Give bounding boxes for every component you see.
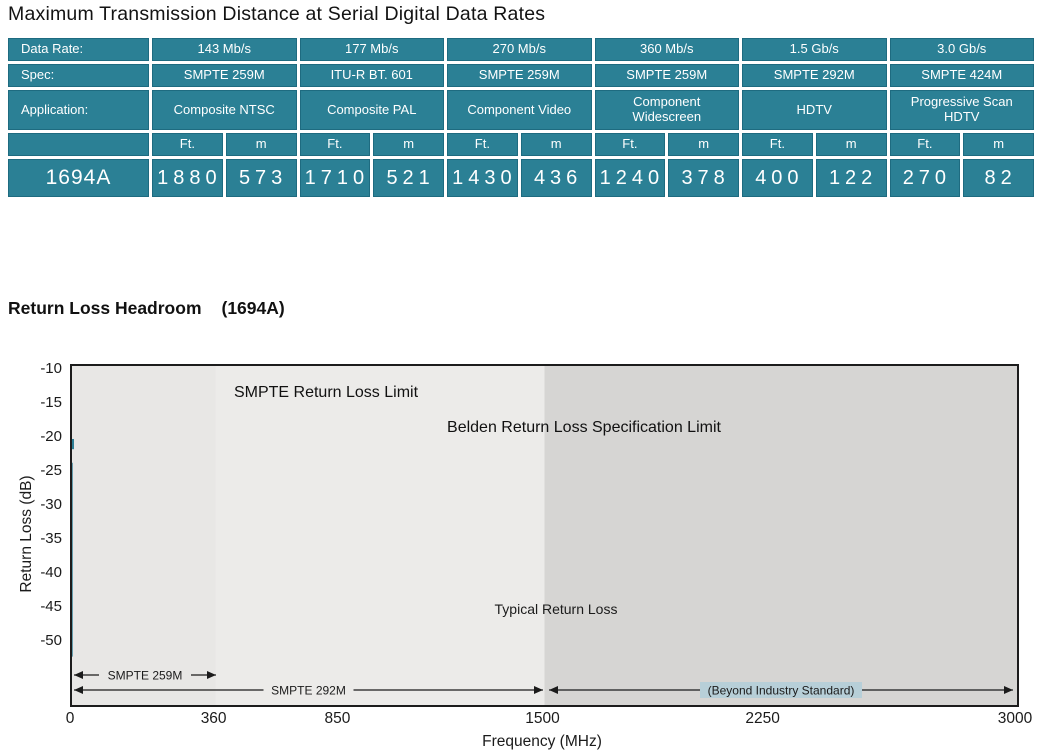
y-tick-label--50: -50: [40, 632, 62, 650]
cell-value-ft-0: 1880: [152, 159, 223, 197]
cell-application-1: Composite PAL: [300, 90, 445, 130]
cell-unit-ft-1: Ft.: [300, 133, 371, 156]
x-tick-label-2250: 2250: [745, 710, 780, 727]
plot-svg: [72, 366, 1017, 705]
cell-value-m-0: 573: [226, 159, 297, 197]
cell-data-rate-4: 1.5 Gb/s: [742, 38, 887, 61]
cell-unit-m-2: m: [521, 133, 592, 156]
cell-spec-4: SMPTE 292M: [742, 64, 887, 87]
cell-unit-ft-5: Ft.: [890, 133, 961, 156]
y-tick-label--30: -30: [40, 496, 62, 514]
cell-value-m-2: 436: [521, 159, 592, 197]
page-title: Maximum Transmission Distance at Serial Digital Data Rates: [8, 3, 546, 25]
range-arrow-label-2: (Beyond Industry Standard): [707, 683, 855, 698]
y-tick-label--25: -25: [40, 462, 62, 480]
cell-row-label-data-rate: Data Rate:: [8, 38, 149, 61]
y-axis-title: Return Loss (dB): [18, 475, 35, 593]
cell-spec-5: SMPTE 424M: [890, 64, 1035, 87]
y-tick-label--20: -20: [40, 428, 62, 446]
cell-data-rate-2: 270 Mb/s: [447, 38, 592, 61]
x-tick-label-850: 850: [324, 710, 351, 727]
cell-value-ft-2: 1430: [447, 159, 518, 197]
cell-unit-m-3: m: [668, 133, 739, 156]
cell-application-4: HDTV: [742, 90, 887, 130]
cell-product-name: 1694A: [8, 159, 149, 197]
x-axis-title: Frequency (MHz): [482, 733, 602, 750]
cell-unit-m-0: m: [226, 133, 297, 156]
x-tick-label-360: 360: [200, 710, 227, 727]
cell-unit-ft-2: Ft.: [447, 133, 518, 156]
cell-row-label-application: Application:: [8, 90, 149, 130]
cell-unit-m-1: m: [373, 133, 444, 156]
y-tick-label--35: -35: [40, 530, 62, 548]
return-loss-chart: [0, 322, 1043, 756]
y-tick-label--10: -10: [40, 360, 62, 378]
cell-row-label-spec: Spec:: [8, 64, 149, 87]
cell-spec-2: SMPTE 259M: [447, 64, 592, 87]
cell-unit-m-4: m: [816, 133, 887, 156]
range-arrow-label-1: SMPTE 292M: [271, 683, 346, 698]
cell-spec-3: SMPTE 259M: [595, 64, 740, 87]
x-tick-label-0: 0: [65, 710, 75, 727]
cell-application-3: Component Widescreen: [595, 90, 740, 130]
cell-application-2: Component Video: [447, 90, 592, 130]
limit-label-1: Belden Return Loss Specification Limit: [447, 419, 721, 436]
y-tick-label--15: -15: [40, 394, 62, 412]
typical-return-loss-label: Typical Return Loss: [494, 601, 618, 617]
chart-section-heading: [8, 298, 285, 319]
cell-units-spacer: [8, 133, 149, 156]
cell-value-m-5: 82: [963, 159, 1034, 197]
x-tick-label-3000: 3000: [997, 710, 1033, 727]
cell-spec-0: SMPTE 259M: [152, 64, 297, 87]
cell-unit-m-5: m: [963, 133, 1034, 156]
cell-value-m-4: 122: [816, 159, 887, 197]
cell-value-m-3: 378: [668, 159, 739, 197]
cell-data-rate-5: 3.0 Gb/s: [890, 38, 1035, 61]
cell-application-0: Composite NTSC: [152, 90, 297, 130]
y-tick-label--45: -45: [40, 598, 62, 616]
cell-data-rate-0: 143 Mb/s: [152, 38, 297, 61]
cell-value-ft-5: 270: [890, 159, 961, 197]
cell-unit-ft-4: Ft.: [742, 133, 813, 156]
cell-data-rate-3: 360 Mb/s: [595, 38, 740, 61]
cell-data-rate-1: 177 Mb/s: [300, 38, 445, 61]
cell-application-5: Progressive Scan HDTV: [890, 90, 1035, 130]
limit-label-0: SMPTE Return Loss Limit: [233, 384, 419, 401]
cell-value-m-1: 521: [373, 159, 444, 197]
cell-unit-ft-0: Ft.: [152, 133, 223, 156]
x-tick-label-1500: 1500: [525, 710, 560, 727]
y-tick-label--40: -40: [40, 564, 62, 582]
cell-spec-1: ITU-R BT. 601: [300, 64, 445, 87]
range-arrow-label-0: SMPTE 259M: [107, 668, 183, 683]
smpte-259m-band: [72, 366, 216, 705]
chart-section-heading-part: (1694A): [221, 298, 285, 318]
cell-value-ft-1: 1710: [300, 159, 371, 197]
cell-unit-ft-3: Ft.: [595, 133, 666, 156]
cell-value-ft-3: 1240: [595, 159, 666, 197]
plot-area: [70, 364, 1019, 707]
cell-value-ft-4: 400: [742, 159, 813, 197]
transmission-table: [8, 38, 1034, 197]
smpte-292m-band: [216, 366, 545, 705]
chart-section-heading-text: Return Loss Headroom: [8, 298, 202, 318]
beyond-standard-band: [545, 366, 1018, 705]
